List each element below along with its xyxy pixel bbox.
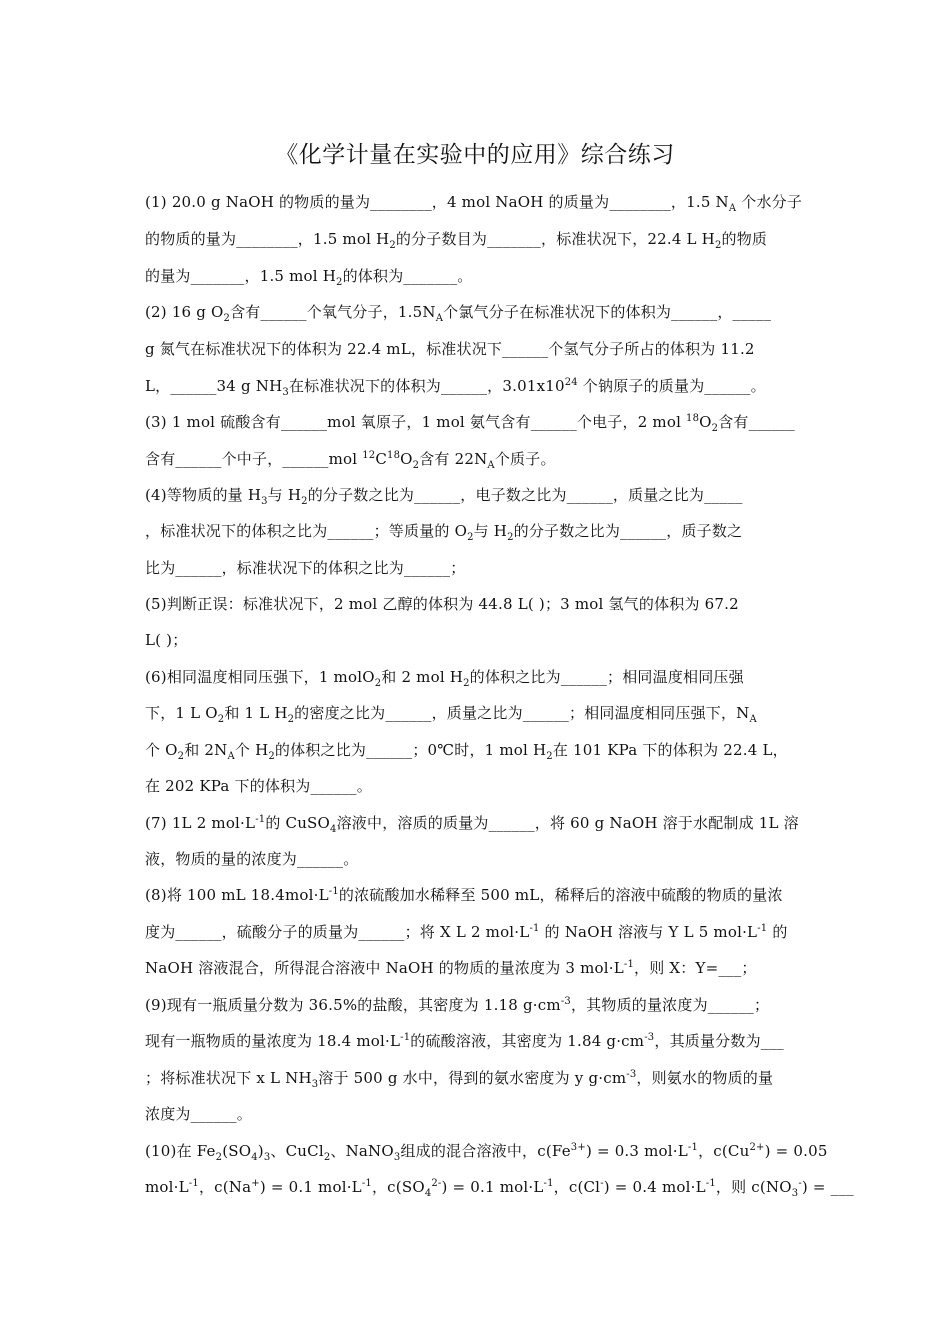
- subscript: 2: [374, 678, 382, 689]
- text: (3) 1 mol 硫酸含有______mol 氧原子，1 mol 氨气含有______个电子，2 mol: [145, 413, 687, 431]
- document-title: 《化学计量在实验中的应用》综合练习: [275, 142, 675, 168]
- text: ，其物质的量浓度为______；: [570, 996, 770, 1014]
- text: (1) 20.0 g NaOH 的物质的量为________，4 mol NaOH 的质量为________，1.5 N: [145, 193, 729, 211]
- superscript: +: [251, 1178, 260, 1189]
- text: (5)判断正误：标准状况下，2 mol 乙醇的体积为 44.8 L( )；3 mol 氢气的体积为 67.2: [145, 595, 739, 613]
- q8-line-2: [145, 922, 788, 942]
- text: 液，物质的量的浓度为______。: [145, 850, 359, 868]
- q10-line-1: [145, 1141, 828, 1161]
- subscript: 2: [507, 532, 514, 543]
- text: 和 2 mol H: [381, 668, 464, 686]
- text: 组成的混合溶液中，c(Fe: [400, 1142, 571, 1160]
- superscript: -1: [757, 923, 768, 934]
- q2-line-1: [145, 302, 771, 322]
- text: 的密度之比为______，质量之比为______；相同温度相同压强下，N: [294, 704, 750, 722]
- subscript: 4: [251, 1152, 258, 1163]
- text: 的物质的量为________，1.5 mol H: [145, 230, 390, 248]
- text: ，则 c(NO: [715, 1178, 792, 1196]
- subscript: A: [487, 460, 495, 471]
- subscript: 2: [412, 460, 420, 471]
- text: 的量为_______，1.5 mol H: [145, 267, 337, 285]
- text: 的体积为_______。: [342, 267, 473, 285]
- q1-line-3: [145, 266, 473, 286]
- subscript: 3: [282, 387, 289, 398]
- subscript: 3: [791, 1188, 799, 1199]
- text: ) = 0.4 mol·L: [603, 1178, 706, 1196]
- text: (7) 1L 2 mol·L: [145, 814, 256, 832]
- q3-line-1: [145, 412, 795, 432]
- q3-line-2: [145, 449, 556, 469]
- superscript: -: [600, 1178, 604, 1189]
- text: 溶于 500 g 水中，得到的氨水密度为 y g·cm: [318, 1069, 627, 1087]
- text: 个钠原子的质量为______。: [577, 377, 766, 395]
- text: 在 101 KPa 下的体积为 22.4 L，: [552, 741, 788, 759]
- q9-line-1: [145, 995, 769, 1015]
- subscript: 2: [714, 240, 722, 251]
- q2-line-3: [145, 376, 766, 396]
- subscript: 4: [424, 1188, 432, 1199]
- text: 的浓硫酸加水稀释至 500 mL，稀释后的溶液中硫酸的物质的量浓: [338, 886, 783, 904]
- superscript: -3: [560, 996, 571, 1007]
- text: 含有 22N: [419, 450, 488, 468]
- q2-line-2: [145, 339, 755, 359]
- text: 溶液中，溶质的质量为______，将 60 g NaOH 溶于水配制成 1L 溶: [336, 814, 799, 832]
- text: ，c(Na: [198, 1178, 252, 1196]
- text: 与 H: [473, 522, 508, 540]
- text: 的分子数目为_______，标准状况下，22.4 L H: [395, 230, 715, 248]
- text: ，c(Cu: [698, 1142, 750, 1160]
- text: g 氮气在标准状况下的体积为 22.4 mL，标准状况下______个氢气分子所占的体积为 11.2: [145, 340, 755, 358]
- text: ，c(Cl: [553, 1178, 601, 1196]
- q7-line-1: [145, 813, 799, 833]
- text: 和 1 L H: [224, 704, 288, 722]
- q4-line-2: [145, 521, 742, 541]
- text: ) = 0.3 mol·L: [585, 1142, 688, 1160]
- q10-line-2: [145, 1177, 854, 1197]
- text: C: [375, 450, 388, 468]
- text: 在 202 KPa 下的体积为______。: [145, 777, 372, 795]
- superscript: 2+: [749, 1142, 765, 1153]
- text: 含有______: [718, 413, 795, 431]
- text: 现有一瓶物质的量浓度为 18.4 mol·L: [145, 1032, 401, 1050]
- text: 、NaNO: [330, 1142, 394, 1160]
- subscript: 2: [301, 496, 308, 507]
- superscript: -1: [687, 1142, 699, 1153]
- superscript: -1: [255, 814, 266, 825]
- text: 含有______个中子，______mol: [145, 450, 363, 468]
- text: ，则氨水的物质的量: [636, 1069, 774, 1087]
- q5-line-1: [145, 594, 739, 614]
- subscript: 2: [217, 714, 225, 725]
- text: 个质子。: [494, 450, 556, 468]
- text: 度为______，硫酸分子的质量为______；将 X L 2 mol·L: [145, 923, 530, 941]
- subscript: 3: [393, 1152, 401, 1163]
- text: ，则 X：Y=___；: [634, 959, 757, 977]
- text: 的体积之比为______；相同温度相同压强: [469, 668, 744, 686]
- text: 个水分子: [736, 193, 803, 211]
- text: ，c(SO: [371, 1178, 425, 1196]
- q9-line-3: [145, 1068, 773, 1088]
- q6-line-1: [145, 667, 744, 687]
- superscript: 2-: [431, 1178, 442, 1189]
- text: ): [257, 1142, 264, 1160]
- text: (2) 16 g O: [145, 303, 224, 321]
- superscript: -1: [328, 886, 339, 897]
- q4-line-1: [145, 485, 743, 505]
- text: 的 CuSO: [265, 814, 331, 832]
- text: 和 2N: [184, 741, 228, 759]
- text: 比为______，标准状况下的体积之比为______；: [145, 559, 466, 577]
- subscript: 2: [546, 751, 553, 762]
- subscript: 2: [177, 751, 185, 762]
- q1-line-1: [145, 192, 802, 212]
- subscript: 2: [389, 240, 396, 251]
- text: ) = 0.1 mol·L: [259, 1178, 362, 1196]
- text: O: [400, 450, 413, 468]
- superscript: 12: [362, 450, 376, 461]
- text: (4)等物质的量 H: [145, 486, 262, 504]
- superscript: -1: [188, 1178, 199, 1189]
- superscript: -1: [623, 959, 635, 970]
- text: (9)现有一瓶质量分数为 36.5%的盐酸，其密度为 1.18 g·cm: [145, 996, 561, 1014]
- subscript: 2: [467, 532, 474, 543]
- text: 含有______个氧气分子，1.5N: [230, 303, 436, 321]
- q9-line-2: [145, 1031, 784, 1051]
- subscript: 2: [463, 678, 470, 689]
- text: 、CuCl: [270, 1142, 324, 1160]
- superscript: -: [798, 1178, 802, 1189]
- text: (8)将 100 mL 18.4mol·L: [145, 886, 329, 904]
- text: 与 H: [267, 486, 302, 504]
- superscript: -3: [644, 1032, 655, 1043]
- q6-line-2: [145, 703, 757, 723]
- text: ，标准状况下的体积之比为______；等质量的 O: [145, 522, 468, 540]
- subscript: A: [227, 751, 235, 762]
- q1-line-2: [145, 229, 767, 249]
- text: 的体积之比为______；0℃时，1 mol H: [274, 741, 547, 759]
- text: 的 NaOH 溶液与 Y L 5 mol·L: [539, 923, 758, 941]
- superscript: 18: [686, 413, 700, 424]
- text: O: [699, 413, 712, 431]
- subscript: 2: [336, 277, 343, 288]
- text: 的硫酸溶液，其密度为 1.84 g·cm: [410, 1032, 645, 1050]
- subscript: 2: [215, 1152, 223, 1163]
- superscript: 18: [387, 450, 401, 461]
- superscript: 3+: [570, 1142, 586, 1153]
- text: mol·L: [145, 1178, 189, 1196]
- text: NaOH 溶液混合，所得混合溶液中 NaOH 的物质的量浓度为 3 mol·L: [145, 959, 624, 977]
- text: ) = ___: [801, 1178, 854, 1196]
- superscript: 24: [564, 377, 578, 388]
- text: ，其质量分数为___: [654, 1032, 784, 1050]
- subscript: 4: [330, 824, 337, 835]
- subscript: 2: [287, 714, 295, 725]
- text: 的分子数之比为______，电子数之比为______，质量之比为_____: [307, 486, 743, 504]
- text: ) = 0.05: [764, 1142, 828, 1160]
- subscript: 2: [711, 423, 719, 434]
- superscript: -1: [705, 1178, 716, 1189]
- superscript: -1: [400, 1032, 411, 1043]
- text: 在标准状况下的体积为______，3.01x10: [288, 377, 565, 395]
- subscript: 2: [323, 1152, 331, 1163]
- subscript: 3: [261, 496, 268, 507]
- q9-line-4: [145, 1104, 252, 1124]
- subscript: 3: [263, 1152, 271, 1163]
- superscript: -3: [626, 1069, 637, 1080]
- superscript: -1: [361, 1178, 372, 1189]
- text: 的物质: [721, 230, 768, 248]
- q7-line-2: [145, 849, 358, 869]
- subscript: 2: [223, 313, 231, 324]
- text: L，______34 g NH: [145, 377, 283, 395]
- text: ；将标准状况下 x L NH: [145, 1069, 312, 1087]
- text: (10)在 Fe: [145, 1142, 216, 1160]
- q6-line-3: [145, 740, 788, 760]
- subscript: A: [435, 313, 444, 324]
- text: 下，1 L O: [145, 704, 218, 722]
- superscript: -1: [529, 923, 540, 934]
- text: 个 H: [234, 741, 269, 759]
- q5-line-2: [145, 630, 187, 650]
- text: 浓度为______。: [145, 1105, 253, 1123]
- text: ) = 0.1 mol·L: [441, 1178, 544, 1196]
- q6-line-4: [145, 776, 372, 796]
- superscript: -1: [543, 1178, 554, 1189]
- text: (SO: [222, 1142, 252, 1160]
- q8-line-3: [145, 958, 757, 978]
- q8-line-1: [145, 885, 783, 905]
- subscript: A: [728, 203, 737, 214]
- text: 个氯气分子在标准状况下的体积为______，_____: [443, 303, 772, 321]
- text: L( )；: [145, 631, 188, 649]
- subscript: 2: [268, 751, 275, 762]
- subscript: 3: [311, 1079, 319, 1090]
- subscript: A: [749, 714, 757, 725]
- text: 个 O: [145, 741, 178, 759]
- text: (6)相同温度相同压强下，1 molO: [145, 668, 375, 686]
- text: 的: [767, 923, 788, 941]
- text: 的分子数之比为______，质子数之: [513, 522, 743, 540]
- q4-line-3: [145, 558, 465, 578]
